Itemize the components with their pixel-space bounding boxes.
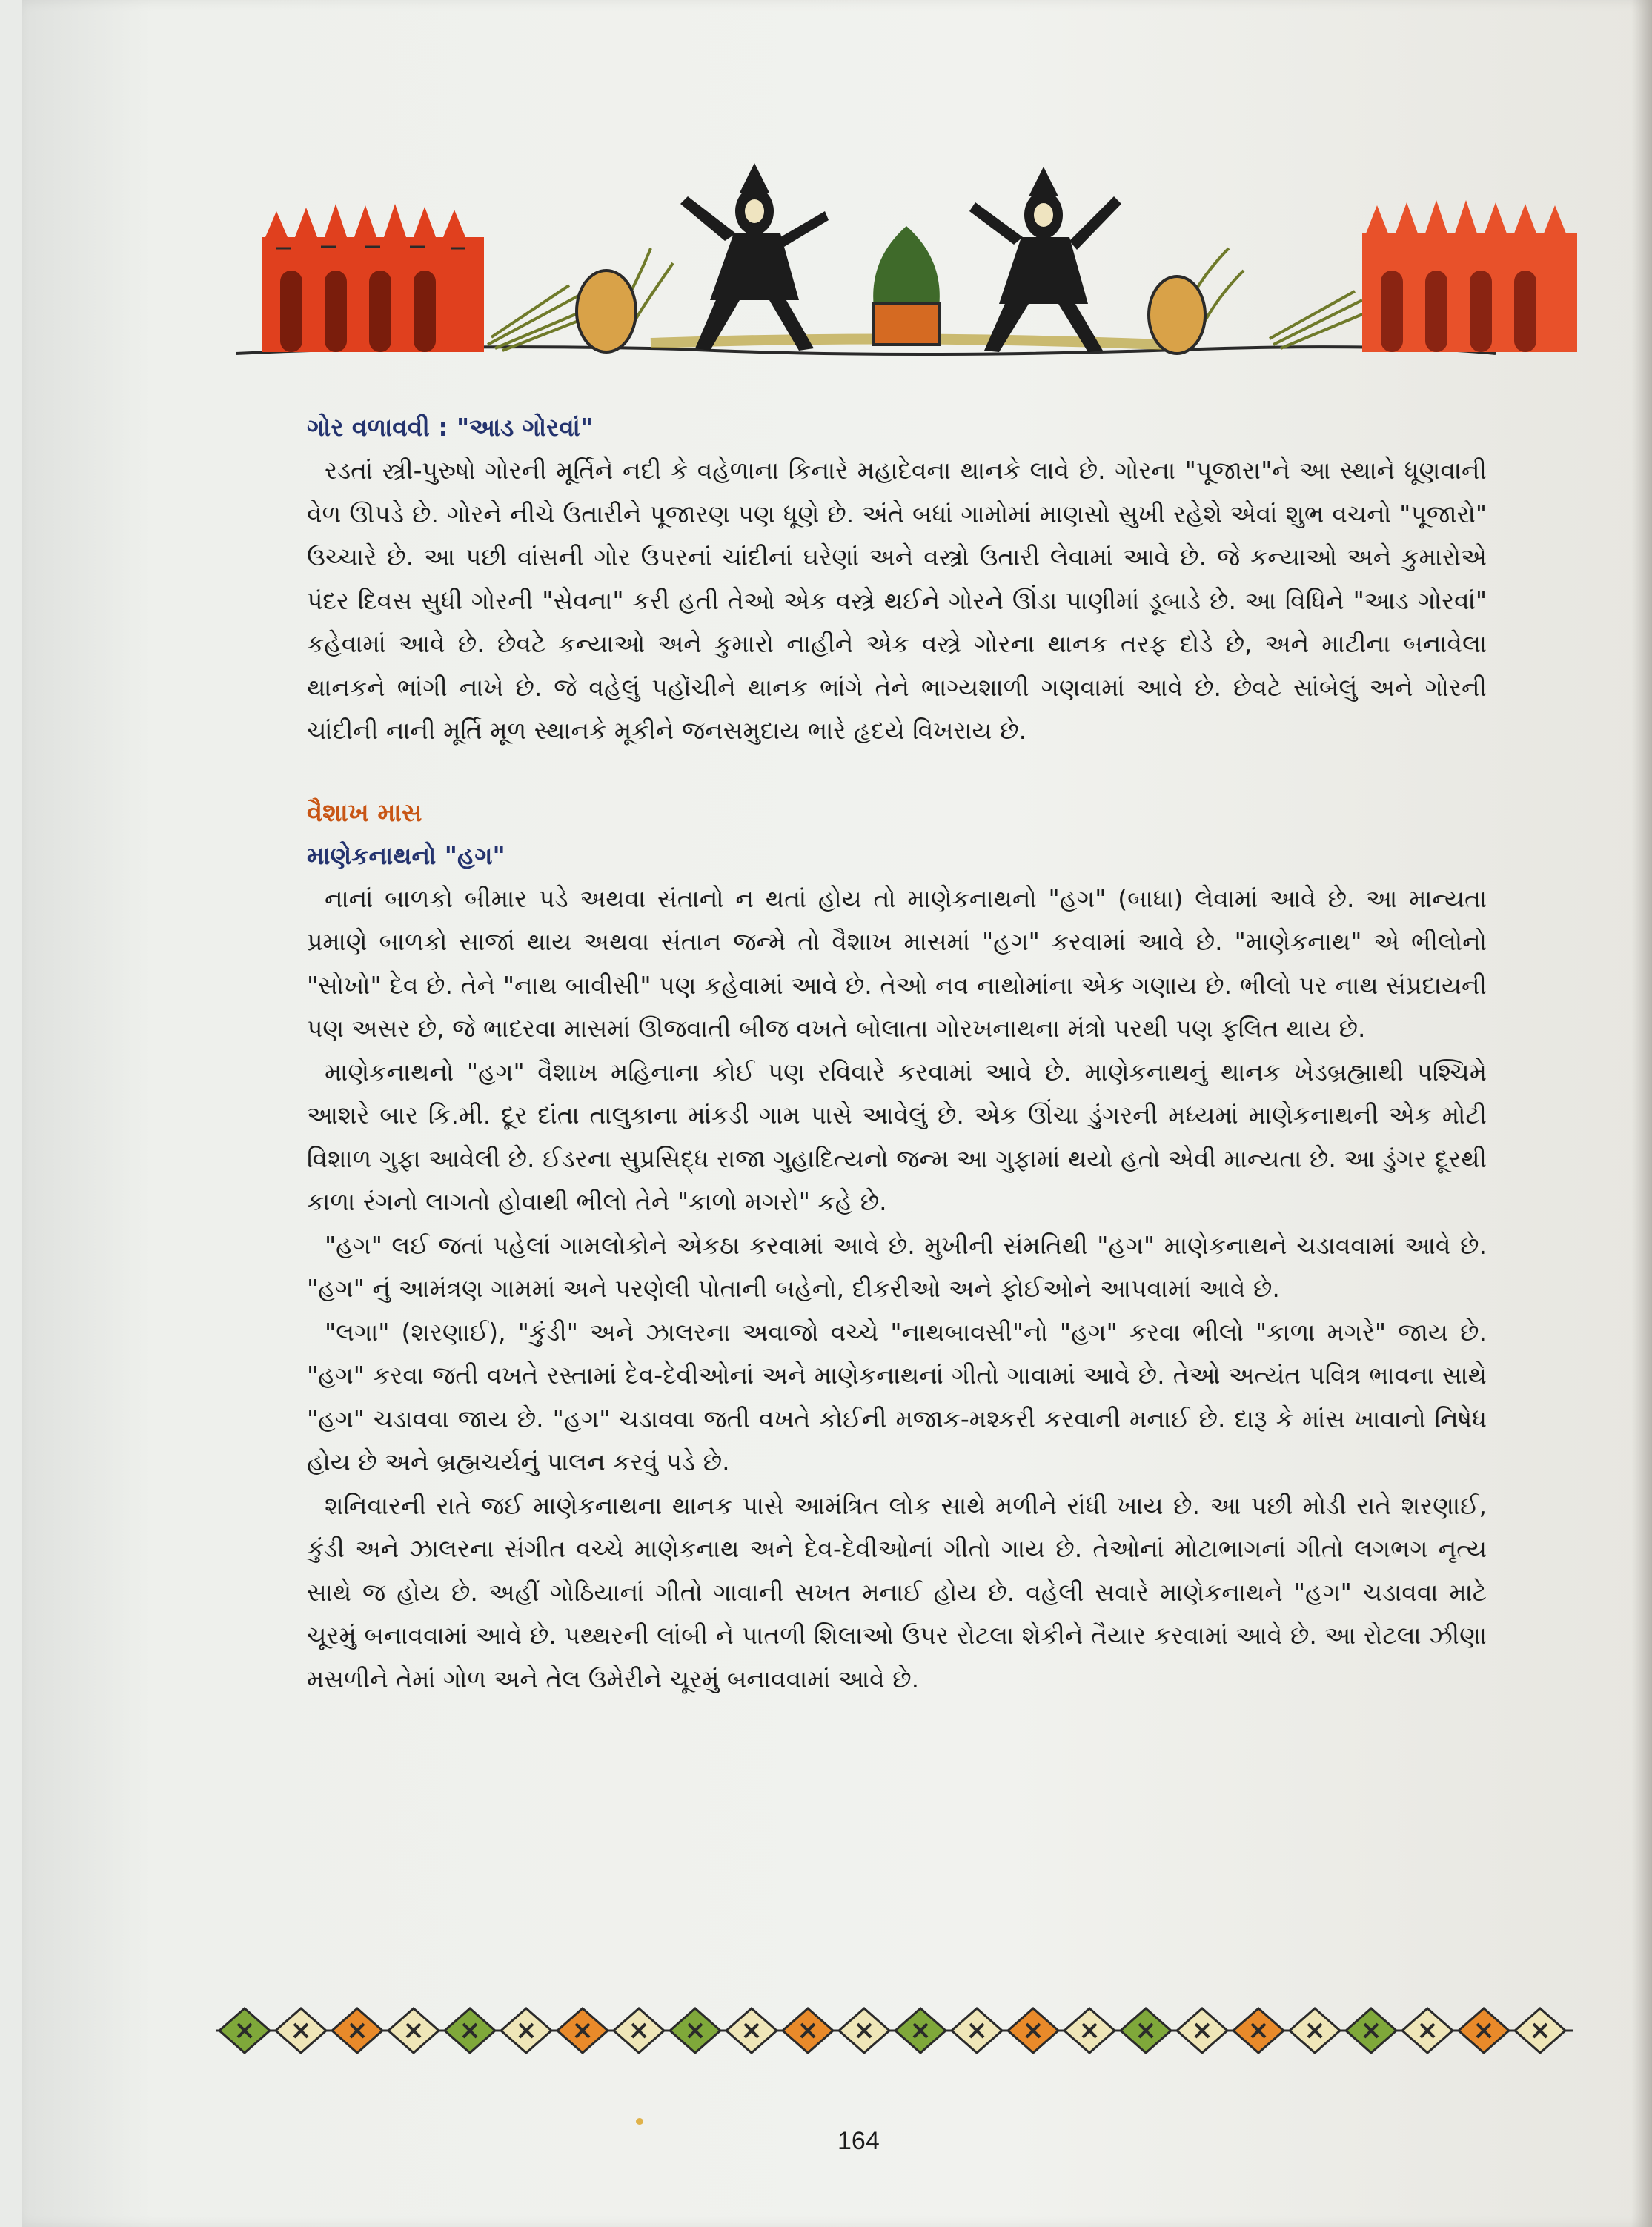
right-temple-art [1362, 200, 1577, 352]
dancer-left-art [680, 163, 829, 351]
section-heading-vaishakh-maas: વૈશાખ માસ [307, 797, 422, 828]
footer-diamond-border [216, 2001, 1573, 2060]
paragraph: શનિવારની રાતે જઈ માણેકનાથના થાનક પાસે આમંત્રિત લોક સાથે મળીને રાંધી ખાય છે. આ પછી મોડી રાતે શરણાઈ, કુંડી અને ઝાલરના સંગીત વચ્ચે માણેકનાથ અને દેવ-દેવીઓનાં ગીતો ગાય છે. તેઓનાં મોટાભાગનાં ગીતો લગભગ નૃત્ય સાથે જ હોય છે. અહીં ગોઠિયાનાં ગીતો ગાવાની સખત મનાઈ હોય છે. વહેલી સવારે માણેકનાથને "હગ" ચડાવવા માટે ચૂરમું બનાવવામાં આવે છે. પથ્થરની લાંબી ને પાતળી શિલાઓ ઉપર રોટલા શેકીને તૈયાર કરવામાં આવે છે. આ રોટલા ઝીણા મસળીને તેમાં ગોળ અને તેલ ઉમેરીને ચૂરમું બનાવવામાં આવે છે. [307, 1490, 1487, 1693]
center-plant-art [873, 226, 940, 345]
paragraph: "હગ" લઈ જતાં પહેલાં ગામલોકોને એકઠા કરવામાં આવે છે. મુખીની સંમતિથી "હગ" માણેકનાથને ચડાવવામાં આવે છે. "હગ" નું આમંત્રણ ગામમાં અને પરણેલી પોતાની બહેનો, દીકરીઓ અને ફોઈઓને આપવામાં આવે છે. [307, 1230, 1487, 1303]
section-heading-gor-valavvi: ગોર વળાવવી : "આડ ગોરવાં" [307, 413, 594, 442]
subheading-maneknath-hag: માણેકનાથનો "હગ" [307, 840, 505, 870]
page-spine-shadow [1631, 0, 1652, 2227]
dancer-right-art [969, 167, 1121, 352]
page-content [307, 406, 1487, 1701]
header-illustration [236, 159, 1577, 367]
paragraph: માણેકનાથનો "હગ" વૈશાખ મહિનાના કોઈ પણ રવિવારે કરવામાં આવે છે. માણેકનાથનું થાનક ખેડબ્રહ્માથી પશ્ચિમે આશરે બાર કિ.મી. દૂર દાંતા તાલુકાના માંકડી ગામ પાસે આવેલું છે. એક ઊંચા ડુંગરની મધ્યમાં માણેકનાથની એક મોટી વિશાળ ગુફા આવેલી છે. ઈડરના સુપ્રસિદ્ધ રાજા ગુહાદિત્યનો જન્મ આ ગુફામાં થયો હતો એવી માન્યતા છે. આ ડુંગર દૂરથી કાળા રંગનો લાગતો હોવાથી ભીલો તેને "કાળો મગરો" કહે છે. [307, 1057, 1487, 1216]
paragraph: નાનાં બાળકો બીમાર પડે અથવા સંતાનો ન થતાં હોય તો માણેકનાથનો "હગ" (બાધા) લેવામાં આવે છે. આ માન્યતા પ્રમાણે બાળકો સાજાં થાય અથવા સંતાન જન્મે તો વૈશાખ માસમાં "હગ" કરવામાં આવે છે. "માણેકનાથ" એ ભીલોનો "સોખો" દેવ છે. તેને "નાથ બાવીસી" પણ કહેવામાં આવે છે. તેઓ નવ નાથોમાંના એક ગણાય છે. ભીલો પર નાથ સંપ્રદાયની પણ અસર છે, જે ભાદરવા માસમાં ઊજવાતી બીજ વખતે બોલાતા ગોરખનાથના મંત્રો પરથી પણ ફલિત થાય છે. [307, 883, 1487, 1043]
paper-speck [636, 2118, 643, 2125]
paragraph: રડતાં સ્ત્રી-પુરુષો ગોરની મૂર્તિને નદી કે વહેળાના કિનારે મહાદેવના થાનકે લાવે છે. ગોરના "પૂજારા"ને આ સ્થાને ધૂણવાની વેળ ઊપડે છે. ગોરને નીચે ઉતારીને પૂજારણ પણ ધૂણે છે. અંતે બધાં ગામોમાં માણસો સુખી રહેશે એવાં શુભ વચનો "પૂજારો" ઉચ્ચારે છે. આ પછી વાંસની ગોર ઉપરનાં ચાંદીનાં ઘરેણાં અને વસ્ત્રો ઉતારી લેવામાં આવે છે. જે કન્યાઓ અને કુમારોએ પંદર દિવસ સુધી ગોરની "સેવના" કરી હતી તેઓ એક વસ્ત્રે થઈને ગોરને ઊંડા પાણીમાં ડૂબાડે છે. આ વિધિને "આડ ગોરવાં" કહેવામાં આવે છે. છેવટે કન્યાઓ અને કુમારો નાહીને એક વસ્ત્રે ગોરના થાનક તરફ દોડે છે, અને માટીના બનાવેલા થાનકને ભાંગી નાખે છે. જે વહેલું પહોંચીને થાનક ભાંગે તેને ભાગ્યશાળી ગણવામાં આવે છે. છેવટે સાંબેલું અને ગોરની ચાંદીની નાની મૂર્તિ મૂળ સ્થાનકે મૂકીને જનસમુદાય ભારે હૃદયે વિખરાય છે. [307, 456, 1487, 745]
page-number: 164 [837, 2127, 880, 2155]
left-temple-art [262, 204, 484, 352]
paragraph: "લગા" (શરણાઈ), "કુંડી" અને ઝાલરના અવાજો વચ્ચે "નાથબાવસી"નો "હગ" કરવા ભીલો "કાળા મગરે" જાય છે. "હગ" કરવા જતી વખતે રસ્તામાં દેવ-દેવીઓનાં અને માણેકનાથનાં ગીતો ગાવામાં આવે છે. તેઓ અત્યંત પવિત્ર ભાવના સાથે "હગ" ચડાવવા જાય છે. "હગ" ચડાવવા જતી વખતે કોઈની મજાક-મશ્કરી કરવાની મનાઈ છે. દારૂ કે માંસ ખાવાનો નિષેધ હોય છે અને બ્રહ્મચર્યનું પાલન કરવું પડે છે. [307, 1317, 1487, 1476]
